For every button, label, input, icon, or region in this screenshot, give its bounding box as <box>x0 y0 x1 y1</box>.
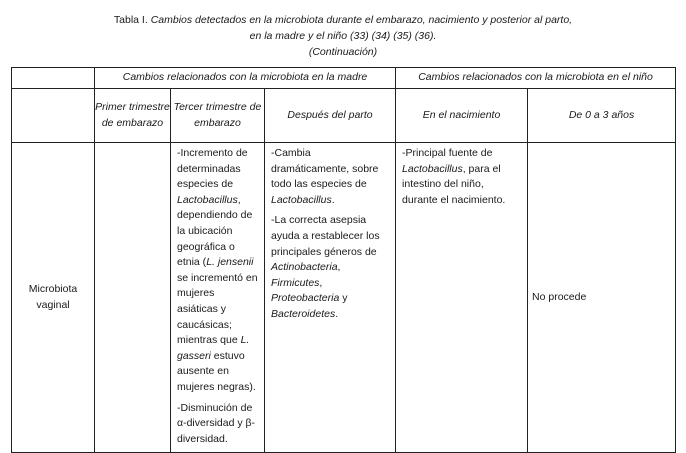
third-trimester-paragraph-1: -Incremento de determinadas especies de Lactobacillus, dependiendo de la ubicación geográfica o etnia (L. jensenii se incrementó en mujeres asiáticas y caucásicas; mientras que L. gasseri estuvo ausente en mujeres negras). <box>177 147 258 393</box>
cell-at-birth <box>396 143 528 453</box>
after-birth-paragraph-1: -Cambia dramáticamente, sobre todo las especies de Lactobacillus. <box>271 147 379 206</box>
header-group-child: Cambios relacionados con la microbiota en el niño <box>396 68 676 89</box>
empty-header-cell <box>12 89 95 143</box>
table-caption <box>0 12 686 60</box>
header-group-mother: Cambios relacionados con la microbiota en la madre <box>95 68 396 89</box>
corner-cell <box>12 68 95 89</box>
header-after-birth: Después del parto <box>265 89 396 143</box>
header-0-3-years: De 0 a 3 años <box>528 89 676 143</box>
row-label-vaginal-microbiota: Microbiota vaginal <box>12 143 95 453</box>
after-birth-paragraph-2: -La correcta asepsia ayuda a restablecer los principales géneros de Actinobacteria, Firmicutes, Proteobacteria y Bacteroidetes. <box>271 214 380 320</box>
header-at-birth: En el nacimiento <box>396 89 528 143</box>
cell-third-trimester <box>171 143 265 453</box>
cell-0-3-years: No procede <box>528 143 676 453</box>
cell-first-trimester <box>95 143 171 453</box>
at-birth-paragraph: -Principal fuente de Lactobacillus, para el intestino del niño, durante el nacimiento. <box>402 147 506 206</box>
cell-after-birth <box>265 143 396 453</box>
caption-line-1: Tabla I. Cambios detectados en la microbiota durante el embarazo, nacimiento y posterior al parto, <box>113 14 573 26</box>
header-third-trimester: Tercer trimestre de embarazo <box>171 89 265 143</box>
caption-line-2: en la madre y el niño (33) (34) (35) (36). <box>249 30 437 42</box>
header-first-trimester: Primer trimestre de embarazo <box>95 89 171 143</box>
caption-line-3: (Continuación) <box>308 46 378 58</box>
third-trimester-paragraph-2: -Disminución de α-diversidad y β-diversidad. <box>177 401 256 445</box>
microbiota-table <box>11 67 676 453</box>
